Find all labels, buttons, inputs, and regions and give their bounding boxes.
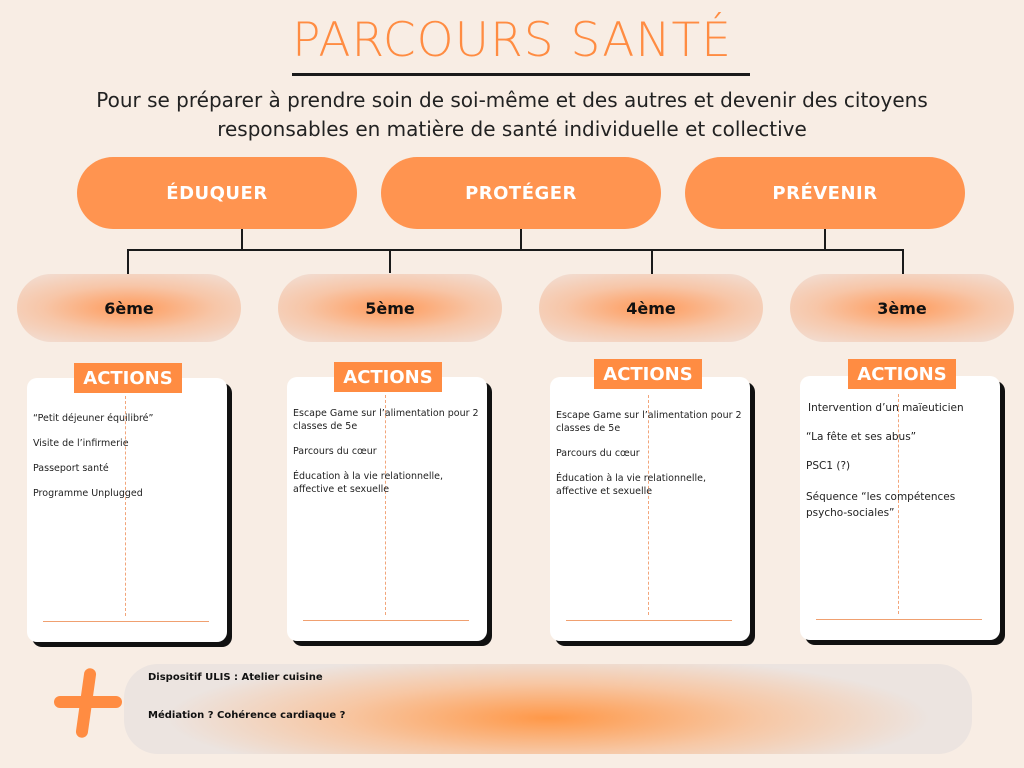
page-title: PARCOURS SANTÉ xyxy=(292,13,732,68)
actions-list xyxy=(556,409,746,510)
list-item: Escape Game sur l’alimentation pour 2 classes de 5e xyxy=(556,410,742,434)
extras-item-mediation: Médiation ? Cohérence cardiaque ? xyxy=(148,710,346,721)
list-item: Passeport santé xyxy=(33,463,109,474)
list-item: Intervention d’un maïeuticien xyxy=(808,402,964,414)
actions-card-5eme xyxy=(287,377,487,641)
list-item: Séquence “les compétences psycho-sociales” xyxy=(806,491,956,519)
actions-label-5eme: ACTIONS xyxy=(334,362,442,392)
actions-label-6eme: ACTIONS xyxy=(74,363,182,393)
actions-list xyxy=(806,402,996,537)
actions-card-6eme xyxy=(27,378,227,642)
list-item: PSC1 (?) xyxy=(806,460,851,472)
extras-box xyxy=(124,664,972,754)
connector-horizontal xyxy=(127,249,904,251)
card-bottom-rule xyxy=(303,620,469,621)
actions-label-4eme: ACTIONS xyxy=(594,359,702,389)
card-bottom-rule xyxy=(816,619,982,620)
level-5eme: 5ème xyxy=(278,274,502,342)
page-subtitle xyxy=(60,86,964,144)
actions-list xyxy=(293,407,483,508)
goal-proteger: PROTÉGER xyxy=(381,157,661,229)
list-item: “La fête et ses abus” xyxy=(806,431,917,443)
list-item: Escape Game sur l’alimentation pour 2 classes de 5e xyxy=(293,408,479,432)
list-item: Visite de l’infirmerie xyxy=(33,438,129,449)
actions-card-4eme xyxy=(550,377,750,641)
connector-goal-2 xyxy=(520,229,522,250)
card-bottom-rule xyxy=(566,620,732,621)
subtitle-line-2: responsables en matière de santé individuelle et collective xyxy=(217,117,807,141)
connector-level-2 xyxy=(389,249,391,273)
connector-goal-3 xyxy=(824,229,826,250)
connector-level-4 xyxy=(902,249,904,276)
actions-card-3eme xyxy=(800,376,1000,640)
list-item: Parcours du cœur xyxy=(556,448,640,459)
level-4eme: 4ème xyxy=(539,274,763,342)
list-item: “Petit déjeuner équilibré” xyxy=(33,413,154,424)
connector-goal-1 xyxy=(241,229,243,250)
card-bottom-rule xyxy=(43,621,209,622)
title-underline xyxy=(292,73,750,76)
list-item: Éducation à la vie relationnelle, affective et sexuelle xyxy=(556,473,706,497)
actions-list xyxy=(33,412,223,512)
list-item: Parcours du cœur xyxy=(293,446,377,457)
extras-item-ulis: Dispositif ULIS : Atelier cuisine xyxy=(148,672,323,683)
level-3eme: 3ème xyxy=(790,274,1014,342)
goal-prevenir: PRÉVENIR xyxy=(685,157,965,229)
level-6eme: 6ème xyxy=(17,274,241,342)
list-item: Programme Unplugged xyxy=(33,488,143,499)
list-item: Éducation à la vie relationnelle, affective et sexuelle xyxy=(293,471,443,495)
goal-eduquer: ÉDUQUER xyxy=(77,157,357,229)
connector-level-3 xyxy=(651,249,653,275)
subtitle-line-1: Pour se préparer à prendre soin de soi-même et des autres et devenir des citoyens xyxy=(96,88,928,112)
actions-label-3eme: ACTIONS xyxy=(848,359,956,389)
